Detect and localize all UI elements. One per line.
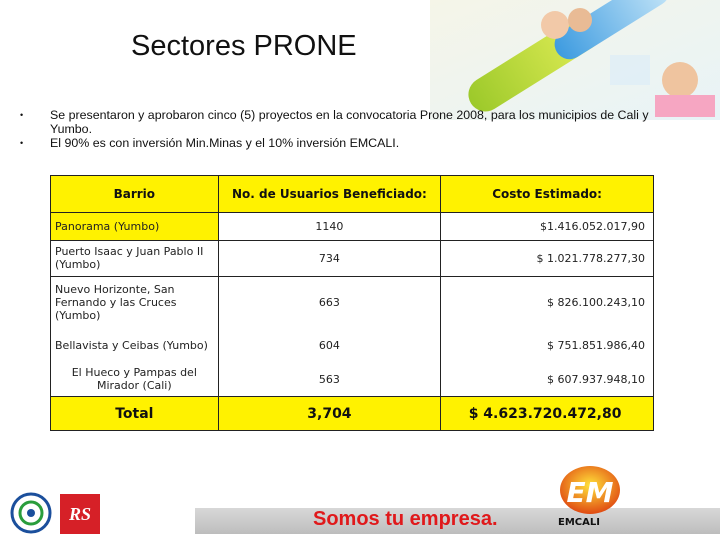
cell-usuarios: 604 — [218, 328, 441, 363]
cell-barrio: Puerto Isaac y Juan Pablo II (Yumbo) — [51, 240, 219, 276]
bullet-text: Se presentaron y aprobaron cinco (5) proyectos en la convocatoria Prone 2008, para los municipios de Cali y Yumbo. — [50, 108, 649, 136]
cell-costo: $ 826.100.243,10 — [441, 276, 654, 327]
bullet-text: El 90% es con inversión Min.Minas y el 10% inversión EMCALI. — [50, 136, 400, 150]
cell-costo: $ 751.851.986,40 — [441, 328, 654, 363]
projects-table — [50, 175, 654, 431]
bullet-marker: • — [20, 138, 24, 148]
bullet-item — [18, 109, 688, 136]
total-costo: $ 4.623.720.472,80 — [441, 397, 654, 431]
bullet-list — [18, 109, 688, 152]
certification-logo-icon — [10, 492, 52, 534]
cell-usuarios: 663 — [218, 276, 441, 327]
cell-costo: $ 1.021.778.277,30 — [441, 240, 654, 276]
footer-slogan: Somos tu empresa. — [313, 508, 498, 530]
cell-costo: $1.416.052.017,90 — [441, 213, 654, 241]
emcali-logo-text: EMCALI — [558, 517, 600, 528]
column-header-barrio: Barrio — [51, 176, 219, 213]
table-row — [51, 240, 654, 276]
svg-text:EM: EM — [566, 476, 614, 509]
cell-barrio: Panorama (Yumbo) — [51, 213, 219, 241]
cell-usuarios: 734 — [218, 240, 441, 276]
cell-usuarios: 563 — [218, 363, 441, 397]
table-row — [51, 276, 654, 327]
cell-barrio: Nuevo Horizonte, San Fernando y las Cruces (Yumbo) — [51, 276, 219, 327]
cell-costo: $ 607.937.948,10 — [441, 363, 654, 397]
page-title: Sectores PRONE — [131, 30, 357, 62]
bullet-item — [18, 137, 688, 151]
cell-barrio: El Hueco y Pampas del Mirador (Cali) — [51, 363, 219, 397]
column-header-costo: Costo Estimado: — [441, 176, 654, 213]
table-row — [51, 213, 654, 241]
header-banner-image — [430, 0, 720, 120]
rs-logo — [60, 494, 100, 534]
cell-usuarios: 1140 — [218, 213, 441, 241]
total-label: Total — [51, 397, 219, 431]
table-row — [51, 363, 654, 397]
table-header-row — [51, 176, 654, 213]
cell-barrio: Bellavista y Ceibas (Yumbo) — [51, 328, 219, 363]
bullet-marker: • — [20, 110, 24, 120]
total-usuarios: 3,704 — [218, 397, 441, 431]
table-total-row — [51, 397, 654, 431]
table-row — [51, 328, 654, 363]
rs-logo-text: RS — [68, 504, 92, 524]
column-header-usuarios: No. de Usuarios Beneficiado: — [218, 176, 441, 213]
